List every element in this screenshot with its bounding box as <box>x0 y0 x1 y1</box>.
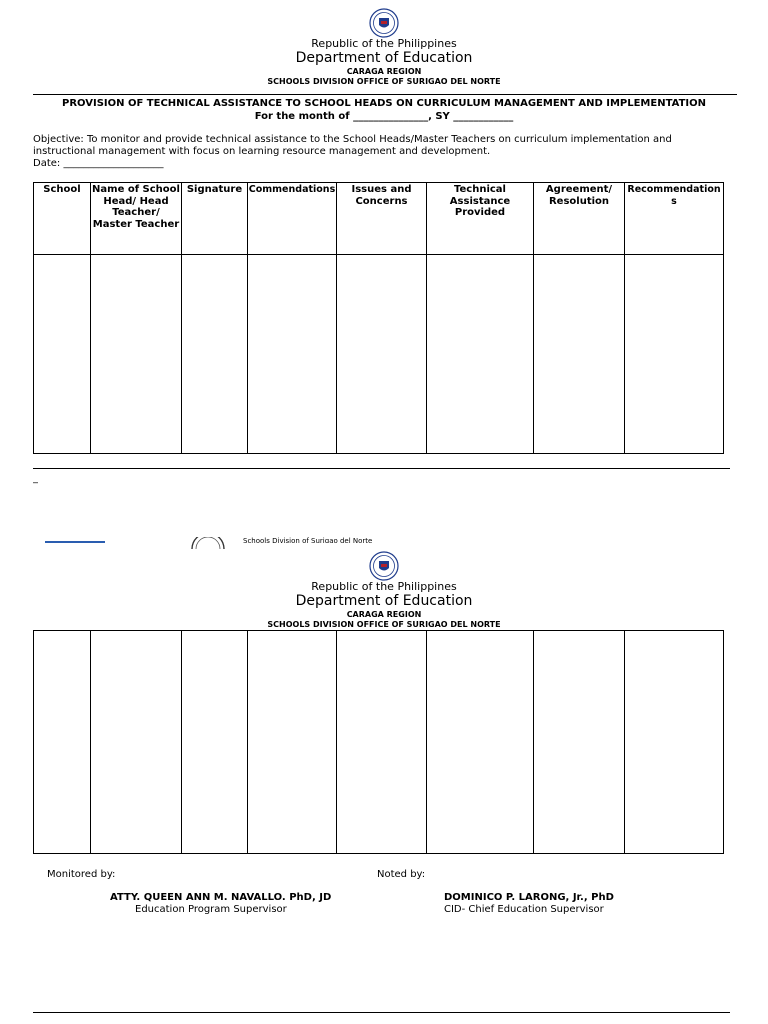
division-label: SCHOOLS DIVISION OFFICE OF SURIGAO DEL NORTE <box>267 620 501 629</box>
footer-division-text: Schools Division of Surigao del Norte <box>243 537 373 543</box>
monitoring-table <box>33 182 724 454</box>
noted-by-label: Noted by: <box>377 869 426 880</box>
header-agreement: Agreement/ Resolution <box>534 183 625 255</box>
continuation-table <box>33 630 724 854</box>
division-label: SCHOOLS DIVISION OFFICE OF SURIGAO DEL NORTE <box>267 77 501 86</box>
republic-label: Republic of the Philippines <box>311 37 457 50</box>
cell-signature[interactable] <box>182 255 248 454</box>
header-recommendations: Recommendations <box>625 183 724 255</box>
objective-line-1: Objective: To monitor and provide technical assistance to the School Heads/Master Teachers on curriculum implementation and <box>33 134 672 145</box>
table-row <box>34 255 724 454</box>
department-title: Department of Education <box>295 593 473 609</box>
header-name: Name of School Head/ Head Teacher/ Master Teacher <box>91 183 182 255</box>
bottom-divider-line <box>33 1012 730 1013</box>
footer-blue-strip <box>45 541 105 543</box>
header-commendations: Commendations <box>248 183 337 255</box>
date-line: Date: ____________________ <box>33 158 164 169</box>
table-header-row <box>34 183 724 255</box>
department-title: Department of Education <box>295 50 473 66</box>
cell-issues[interactable] <box>337 255 427 454</box>
noter-name: DOMINICO P. LARONG, Jr., PhD <box>444 892 614 903</box>
header-divider <box>33 94 737 95</box>
cell-signature[interactable] <box>182 631 248 854</box>
divider-tail: _ <box>33 473 38 484</box>
table-row <box>34 631 724 854</box>
cell-recommendations[interactable] <box>625 255 724 454</box>
division-seal-icon <box>190 537 226 549</box>
monitored-by-label: Monitored by: <box>47 869 116 880</box>
objective-line-2: instructional management with focus on learning resource management and development. <box>33 146 491 157</box>
deped-seal-icon <box>369 551 399 581</box>
cell-school[interactable] <box>34 631 91 854</box>
header-signature: Signature <box>182 183 248 255</box>
cell-technical-assistance[interactable] <box>427 631 534 854</box>
cell-commendations[interactable] <box>248 255 337 454</box>
region-label: CARAGA REGION <box>346 67 422 76</box>
page-divider-line <box>33 468 730 469</box>
cell-recommendations[interactable] <box>625 631 724 854</box>
cell-name[interactable] <box>91 255 182 454</box>
form-title: PROVISION OF TECHNICAL ASSISTANCE TO SCHOOL HEADS ON CURRICULUM MANAGEMENT AND IMPLEMENTATION <box>61 98 707 109</box>
republic-label: Republic of the Philippines <box>311 580 457 593</box>
month-line: For the month of _______________, SY ____________ <box>254 111 514 122</box>
cell-agreement[interactable] <box>534 255 625 454</box>
noter-title: CID- Chief Education Supervisor <box>444 904 604 915</box>
cell-technical-assistance[interactable] <box>427 255 534 454</box>
monitor-name: ATTY. QUEEN ANN M. NAVALLO. PhD, JD <box>110 892 332 903</box>
header-technical-assistance: Technical Assistance Provided <box>427 183 534 255</box>
cell-commendations[interactable] <box>248 631 337 854</box>
cell-name[interactable] <box>91 631 182 854</box>
cell-issues[interactable] <box>337 631 427 854</box>
cell-school[interactable] <box>34 255 91 454</box>
header-issues: Issues and Concerns <box>337 183 427 255</box>
deped-seal-icon <box>369 8 399 38</box>
monitor-title: Education Program Supervisor <box>135 904 287 915</box>
header-school: School <box>34 183 91 255</box>
region-label: CARAGA REGION <box>346 610 422 619</box>
cell-agreement[interactable] <box>534 631 625 854</box>
